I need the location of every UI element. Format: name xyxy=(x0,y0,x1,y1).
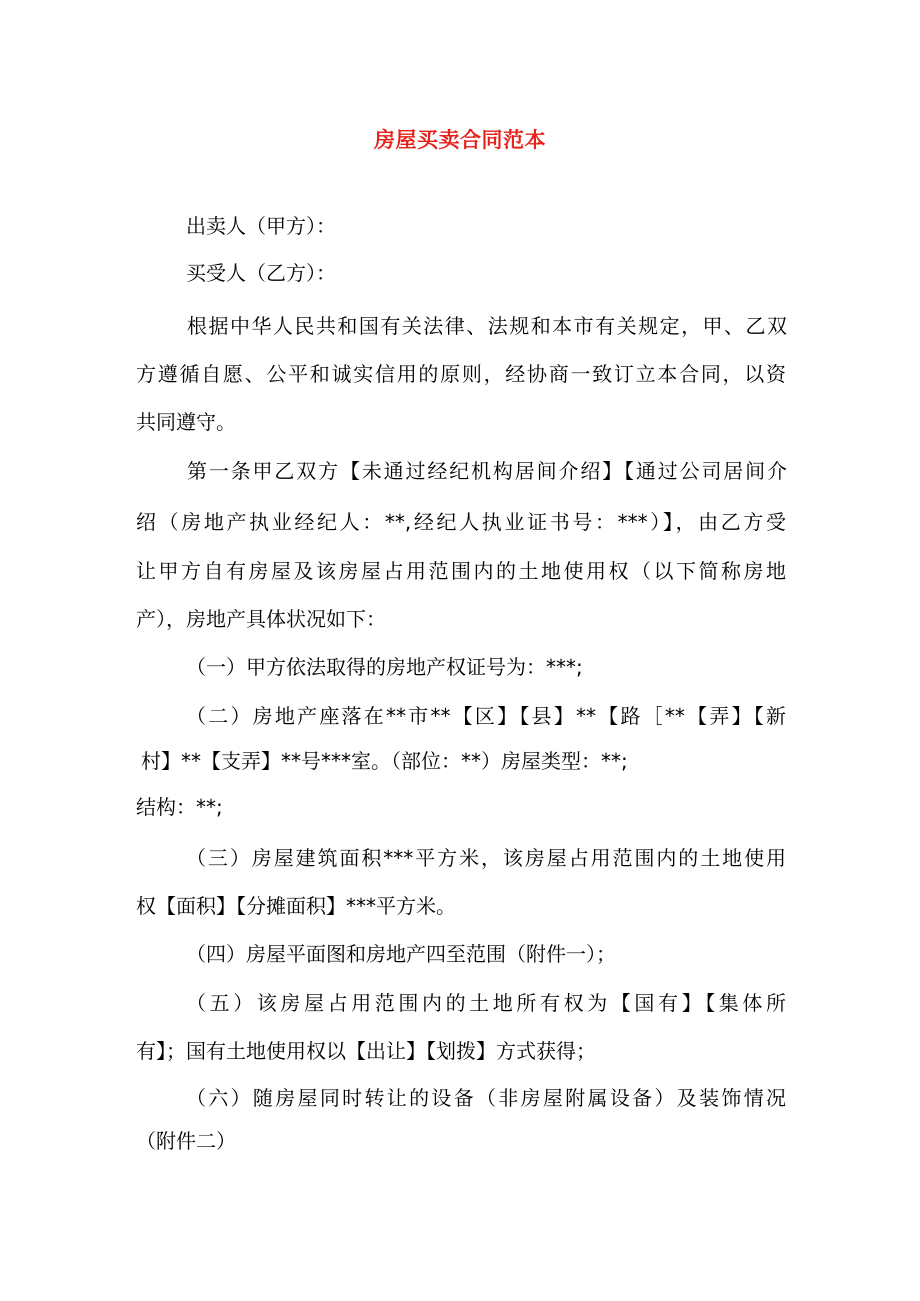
item-1-line: （一）甲方依法取得的房地产权证号为：***; xyxy=(186,655,583,679)
seller-line: 出卖人（甲方）： xyxy=(186,214,336,238)
article-1-line: 第一条甲乙双方【未通过经纪机构居间介绍】【通过公司居间介 xyxy=(187,459,787,483)
article-1-line: 绍（房地产执业经纪人：**,经纪人执业证书号：***）】，由乙方受 xyxy=(136,510,786,534)
item-5-line: 有】；国有土地使用权以【出让】【划拨】方式获得； xyxy=(136,1039,596,1063)
item-2-line: 结构：**; xyxy=(136,795,223,819)
buyer-line: 买受人（乙方）： xyxy=(186,261,336,285)
intro-paragraph-line: 共同遵守。 xyxy=(136,410,236,434)
item-2-line: （二）房地产座落在**市**【区】【县】**【路［**【弄】【新 xyxy=(186,704,786,728)
article-1-line: 产），房地产具体状况如下： xyxy=(136,607,386,631)
intro-paragraph-line: 方遵循自愿、公平和诚实信用的原则，经协商一致订立本合同，以资 xyxy=(136,362,786,386)
item-3-line: 权【面积】【分摊面积】***平方米。 xyxy=(136,894,456,918)
item-3-line: （三）房屋建筑面积***平方米，该房屋占用范围内的土地使用 xyxy=(186,846,786,870)
intro-paragraph-line: 根据中华人民共和国有关法律、法规和本市有关规定，甲、乙双 xyxy=(187,314,787,338)
item-4-line: （四）房屋平面图和房地产四至范围（附件一）； xyxy=(186,942,616,966)
document-title: 房屋买卖合同范本 xyxy=(374,128,546,152)
item-2-line: 村】**【支弄】**号***室。（部位：**）房屋类型：**; xyxy=(141,749,628,773)
item-5-line: （五）该房屋占用范围内的土地所有权为【国有】【集体所 xyxy=(186,991,786,1015)
item-6-line: （六）随房屋同时转让的设备（非房屋附属设备）及装饰情况 xyxy=(186,1086,786,1110)
item-6-line: （附件二） xyxy=(136,1129,236,1153)
article-1-line: 让甲方自有房屋及该房屋占用范围内的土地使用权（以下简称房地 xyxy=(136,559,786,583)
